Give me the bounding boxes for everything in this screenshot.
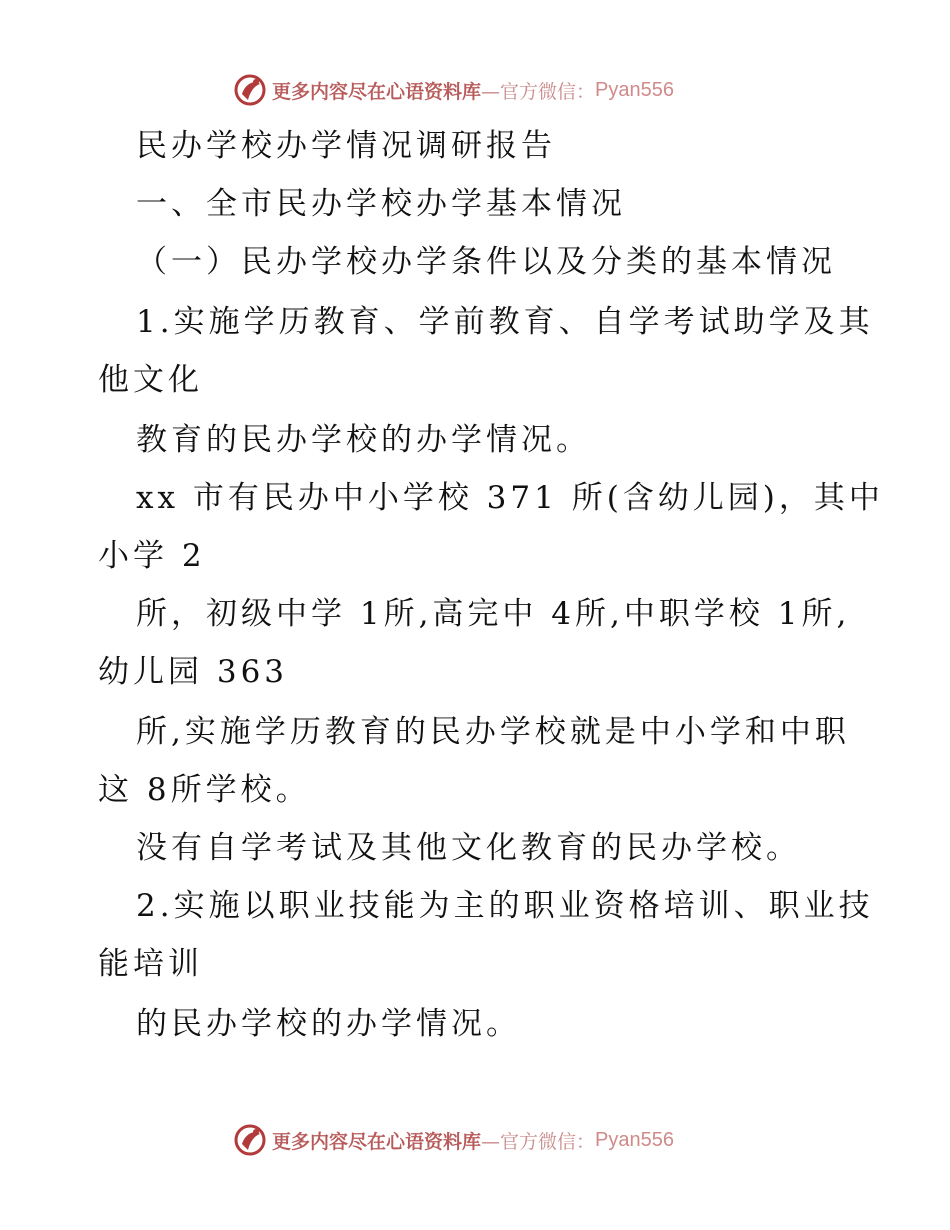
header-banner <box>232 72 674 108</box>
section-heading: 一、全市民办学校办学基本情况 <box>136 186 626 222</box>
paragraph-line: 2.实施以职业技能为主的职业资格培训、职业技 <box>136 888 874 924</box>
banner-main-text: 更多内容尽在心语资料库 <box>272 80 482 103</box>
footer-banner <box>232 1122 674 1158</box>
paragraph-line: 他文化 <box>98 362 203 398</box>
paragraph-line: 的民办学校的办学情况。 <box>136 1006 521 1042</box>
paragraph-line: 小学 2 <box>98 538 206 574</box>
paragraph-line: 幼儿园 363 <box>98 654 289 690</box>
paragraph-line: 所,实施学历教育的民办学校就是中小学和中职 <box>136 714 850 750</box>
doc-title: 民办学校办学情况调研报告 <box>136 128 556 164</box>
paragraph-line: 没有自学考试及其他文化教育的民办学校。 <box>136 830 801 866</box>
paragraph-line: 所，初级中学 1所,高完中 4所,中职学校 1所, <box>136 596 851 632</box>
paragraph-line: 教育的民办学校的办学情况。 <box>136 422 591 458</box>
banner-sub-text: —官方微信： <box>481 1130 596 1153</box>
banner-wechat-id: Pyan556 <box>595 1128 674 1151</box>
paragraph-line: 能培训 <box>98 946 203 982</box>
paragraph-line: xx 市有民办中小学校 371 所(含幼儿园)，其中 <box>136 480 884 516</box>
logo-icon <box>232 1122 268 1158</box>
paragraph-line: 这 8所学校。 <box>98 772 311 808</box>
logo-icon <box>232 72 268 108</box>
paragraph-line: 1.实施学历教育、学前教育、自学考试助学及其 <box>136 304 874 340</box>
banner-wechat-id: Pyan556 <box>595 78 674 101</box>
banner-sub-text: —官方微信： <box>481 80 596 103</box>
banner-main-text: 更多内容尽在心语资料库 <box>272 1130 482 1153</box>
subsection-heading: （一）民办学校办学条件以及分类的基本情况 <box>136 244 836 280</box>
